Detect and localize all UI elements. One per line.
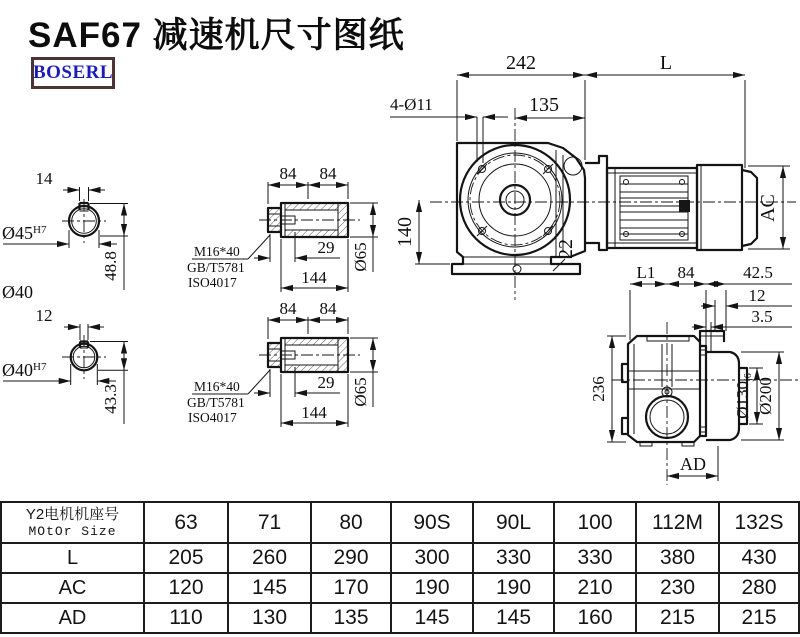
table-header-motor-size <box>1 502 144 543</box>
dim-22: 22 <box>555 239 577 259</box>
table-cell: 210 <box>554 573 636 603</box>
table-cell: 215 <box>719 603 799 633</box>
dim-29-2: 29 <box>317 373 335 392</box>
table-row-L <box>1 543 799 573</box>
row-label-L: L <box>1 543 144 573</box>
table-col-112m: 112M <box>636 502 719 543</box>
table-cell: 430 <box>719 543 799 573</box>
dim-242: 242 <box>506 52 536 74</box>
bolt-spec-2: M16*40 <box>194 379 240 394</box>
table-col-80: 80 <box>311 502 391 543</box>
dim-key-width-14: 14 <box>35 169 53 188</box>
row-label-AD: AD <box>1 603 144 633</box>
dim-AC: AC <box>757 194 779 222</box>
table-cell: 300 <box>391 543 473 573</box>
boserl-logo-text: BOSERL <box>32 62 114 83</box>
table-cell: 130 <box>228 603 311 633</box>
motor-fins <box>620 184 688 234</box>
table-cell: 190 <box>391 573 473 603</box>
dim-84a-2: 84 <box>279 299 297 318</box>
table-cell: 145 <box>228 573 311 603</box>
bolt-spec: M16*40 <box>194 244 240 259</box>
side-view-drawing <box>589 263 798 485</box>
lifting-eye-hole <box>564 157 582 175</box>
bolt-std-gb-2: GB/T5781 <box>187 395 245 410</box>
dim-key-height-48-8: 48.8 <box>101 251 120 281</box>
table-col-90l: 90L <box>473 502 554 543</box>
dim-12: 12 <box>748 286 766 305</box>
shaft-section-bottom <box>2 306 128 424</box>
motor-size-table <box>0 501 800 634</box>
dim-236: 236 <box>589 376 608 402</box>
table-col-132s: 132S <box>719 502 799 543</box>
table-cell: 135 <box>311 603 391 633</box>
table-cell: 110 <box>144 603 228 633</box>
dim-L1: L1 <box>636 263 656 282</box>
table-cell: 380 <box>636 543 719 573</box>
dim-84b-2: 84 <box>319 299 337 318</box>
page-title: SAF67 减速机尺寸图纸 <box>28 16 405 55</box>
dim-29: 29 <box>317 238 335 257</box>
dim-dia-65-2: Ø65 <box>351 377 370 407</box>
bolt-std-gb: GB/T5781 <box>187 260 245 275</box>
dim-84b: 84 <box>319 164 337 183</box>
table-cell: 215 <box>636 603 719 633</box>
table-cell: 230 <box>636 573 719 603</box>
dim-84-side: 84 <box>677 263 695 282</box>
table-cell: 120 <box>144 573 228 603</box>
table-cell: 160 <box>554 603 636 633</box>
table-cell: 330 <box>473 543 554 573</box>
hollow-shaft-top <box>187 164 378 292</box>
table-col-100: 100 <box>554 502 636 543</box>
table-cell: 330 <box>554 543 636 573</box>
bolt-holes-label: 4-Ø11 <box>390 95 433 114</box>
table-header-row <box>1 502 799 543</box>
bore-dia-label: $Ø45^{H7}$ <box>2 223 47 243</box>
front-view-drawing <box>390 52 796 300</box>
dim-AD: AD <box>680 454 706 474</box>
table-row-AC <box>1 573 799 603</box>
table-col-63: 63 <box>144 502 228 543</box>
header-en: MOtOr Size <box>28 523 117 539</box>
dim-144-2: 144 <box>301 403 327 422</box>
table-cell: 145 <box>473 603 554 633</box>
table-cell: 290 <box>311 543 391 573</box>
table-cell: 260 <box>228 543 311 573</box>
shaft-section-top <box>2 169 128 302</box>
table-col-90s: 90S <box>391 502 473 543</box>
dim-dia-130: Ø130j6 <box>733 373 754 419</box>
dim-144: 144 <box>301 268 327 287</box>
bolt-std-iso-2: ISO4017 <box>188 410 237 425</box>
motor-terminal-mark <box>679 200 690 212</box>
row-label-AC: AC <box>1 573 144 603</box>
dim-135: 135 <box>529 94 559 116</box>
table-col-71: 71 <box>228 502 311 543</box>
dim-dia-200: Ø200 <box>756 377 775 415</box>
bore-label-40: Ø40 <box>2 282 33 302</box>
header-cn: Y2电机机座号 <box>25 505 120 523</box>
table-cell: 205 <box>144 543 228 573</box>
dim-L: L <box>659 52 673 74</box>
motor-fins-block <box>620 176 688 240</box>
dim-3-5: 3.5 <box>751 307 773 326</box>
table-cell: 190 <box>473 573 554 603</box>
table-cell: 170 <box>311 573 391 603</box>
dim-key-height-43-3: 43.3 <box>101 384 120 414</box>
dim-140: 140 <box>394 217 416 247</box>
hollow-shaft-bottom <box>187 299 378 427</box>
dim-key-width-12: 12 <box>35 306 53 325</box>
dim-42-5: 42.5 <box>743 263 773 282</box>
table-cell: 280 <box>719 573 799 603</box>
dim-dia-65: Ø65 <box>351 242 370 272</box>
dim-84a: 84 <box>279 164 297 183</box>
table-cell: 145 <box>391 603 473 633</box>
table-row-AD <box>1 603 799 633</box>
bore-dia-label-2: $Ø40^{H7}$ <box>2 360 47 380</box>
bolt-std-iso: ISO4017 <box>188 275 237 290</box>
